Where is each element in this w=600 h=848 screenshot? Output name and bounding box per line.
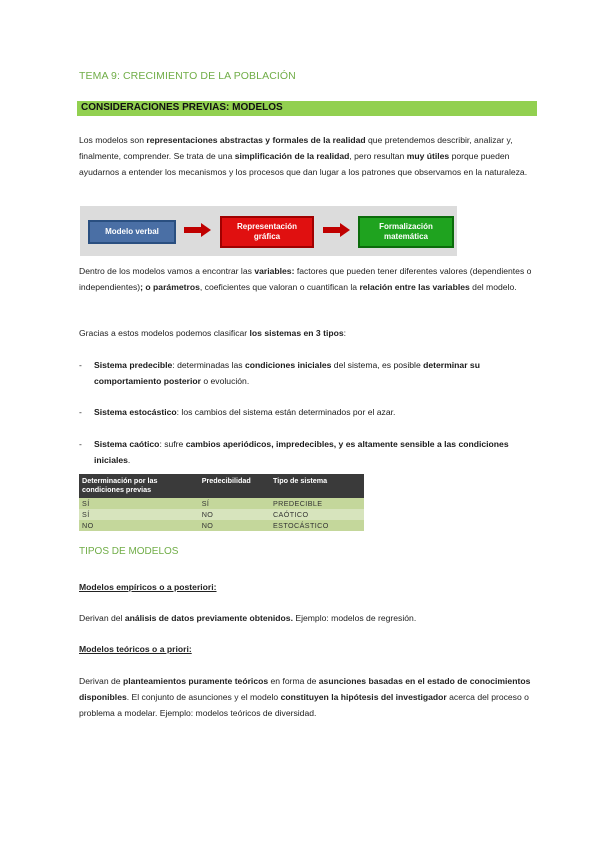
paragraph-teoricos: Derivan de planteamientos puramente teóricos en forma de asunciones basadas en el estado de conocimientos disponibles. El conjunto de asunciones y el modelo constituyen la hipótesis del investigador acerca del proceso o problema a modelar. Ejemplo: modelos teóricos de diversidad. — [79, 676, 531, 718]
arrow-head-icon — [201, 223, 211, 237]
subheading-empiricos: Modelos empíricos o a posteriori: — [79, 582, 217, 592]
paragraph-empiricos: Derivan del análisis de datos previamente obtenidos. Ejemplo: modelos de regresión. — [79, 613, 417, 623]
diagram-box-matematica: Formalización matemática — [358, 216, 454, 248]
arrow-icon — [323, 227, 341, 233]
section-header-modelos — [77, 101, 537, 116]
page-title: TEMA 9: CRECIMIENTO DE LA POBLACIÓN — [79, 70, 296, 82]
sistemas-table — [79, 474, 364, 531]
table-row: NO NO ESTOCÁSTICO — [79, 520, 364, 531]
table-header: Predecibilidad — [199, 474, 270, 498]
table-header: Tipo de sistema — [270, 474, 364, 498]
section-header-text: CONSIDERACIONES PREVIAS: MODELOS — [81, 102, 283, 113]
diagram-box-grafica: Representación gráfica — [220, 216, 314, 248]
list-item: - Sistema estocástico: los cambios del sistema están determinados por el azar. — [79, 407, 396, 417]
subheading-teoricos: Modelos teóricos o a priori: — [79, 644, 192, 654]
arrow-head-icon — [340, 223, 350, 237]
paragraph-intro: Los modelos son representaciones abstractas y formales de la realidad que pretendemos describir, analizar y, finalmente, comprender. Se trata de una simplificación de la realidad, pero resultan muy útiles porque pueden ayudarnos a entender los mecanismos y los procesos que dan lugar a los patrones que observamos en la naturaleza. — [79, 135, 528, 177]
diagram-box-verbal: Modelo verbal — [88, 220, 176, 244]
paragraph-variables: Dentro de los modelos vamos a encontrar las variables: factores que pueden tener diferentes valores (dependientes o independientes); o parámetros, coeficientes que valoran o cuantifican la relación entre las variables del modelo. — [79, 266, 532, 292]
table-header: Determinación por las condiciones previas — [79, 474, 199, 498]
list-item: - Sistema predecible: determinadas las condiciones iniciales del sistema, es posible determinar su comportamiento posterior o evolución. — [79, 360, 480, 386]
table-row: SÍ SÍ PREDECIBLE — [79, 498, 364, 509]
arrow-icon — [184, 227, 202, 233]
paragraph-sistemas: Gracias a estos modelos podemos clasificar los sistemas en 3 tipos: — [79, 328, 346, 338]
table-row: SÍ NO CAÓTICO — [79, 509, 364, 520]
section-title-tipos: TIPOS DE MODELOS — [79, 546, 179, 557]
list-item: - Sistema caótico: sufre cambios aperiódicos, impredecibles, y es altamente sensible a las condiciones iniciales. — [79, 439, 509, 465]
model-diagram — [80, 206, 457, 256]
